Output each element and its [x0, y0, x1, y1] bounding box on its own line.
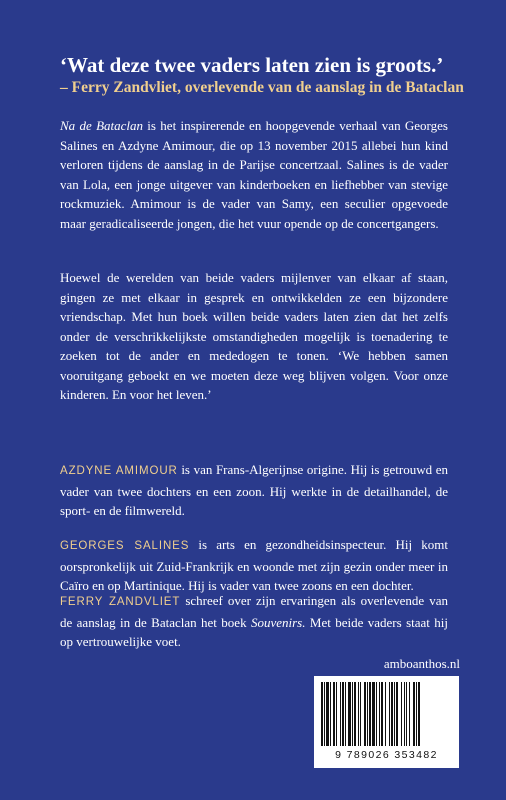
description-paragraph: Hoewel de werelden van beide vaders mijlenver van elkaar af staan, gingen ze met elkaar in gesprek en ontwikkelden ze een bijzondere vriendschap. Met hun boek willen beide vaders laten zien dat het zelfs onder de verschrikkelijkste omstandigheden mogelijk is toenadering te zoeken tot de ander en mededogen te tonen. ‘We hebben samen vooruitgang geboekt en we moeten deze weg blijven volgen. Voor onze kinderen. En voor het leven.’: [60, 270, 448, 402]
barcode-bar: [404, 682, 405, 746]
bio-text-before: schreef over zijn ervaringen als overlevende van de aanslag in de Bataclan het boek: [60, 593, 448, 630]
barcode-bar: [352, 682, 353, 746]
barcode-bar: [381, 682, 383, 746]
intro-text: is het inspirerende en hoopgevende verhaal van Georges Salines en Azdyne Amimour, die op 13 november 2015 allebei hun kind verloren tijdens de aanslag in de Parijse concertzaal. Salines is de vader van Lola, een jonge uitgever van kinderboeken en liefhebber van stevige rockmuziek. Amimour is de vader van Samy, een seculier opgevoede maar geradicaliseerde jongen, die het vuur opende op de concertgangers.: [60, 118, 448, 231]
barcode-bar: [364, 682, 366, 746]
barcode-bar: [324, 682, 325, 746]
bio-zandvliet: [60, 591, 448, 652]
barcode-bar: [418, 682, 420, 746]
author-bio-amimour: [60, 460, 448, 521]
barcode-bar: [372, 682, 375, 746]
barcode-bar: [348, 682, 351, 746]
barcode-bar: [389, 682, 390, 746]
barcode-bar: [416, 682, 417, 746]
barcode-bar: [354, 682, 356, 746]
barcode-bar: [340, 682, 341, 746]
barcode-bar: [367, 682, 368, 746]
barcode-bar: [336, 682, 337, 746]
barcode-bar: [376, 682, 377, 746]
book-souvenirs-title: Souvenirs.: [250, 614, 306, 630]
quote: ‘Wat deze twee vaders laten zien is groots.’: [60, 53, 444, 77]
barcode-bar: [330, 682, 331, 746]
barcode-bar: [406, 682, 407, 746]
barcode-bar: [345, 682, 346, 746]
intro-paragraph: [60, 116, 448, 233]
barcode-bar: [391, 682, 393, 746]
publisher-website: amboanthos.nl: [383, 656, 460, 671]
barcode-bar: [409, 682, 410, 746]
barcode-bar: [358, 682, 359, 746]
barcode-bar: [369, 682, 371, 746]
author-bio-text: is van Frans-Algerijnse origine. Hij is getrouwd en vader van twee dochters en een zoon. Hij werkte in de detailhandel, de sport- en de filmwereld.: [60, 462, 448, 518]
author-name: FERRY ZANDVLIET: [60, 596, 181, 608]
isbn-barcode: [314, 676, 459, 768]
bio-text-after: Met beide vaders staat hij op vertrouwelijke voet.: [60, 614, 448, 649]
barcode-bar: [413, 682, 415, 746]
quote-attribution: – Ferry Zandvliet, overlevende van de aanslag in de Bataclan: [60, 79, 464, 96]
barcode-bar: [379, 682, 380, 746]
isbn-digits: 9 789026 353482: [335, 749, 438, 761]
barcode-bar: [326, 682, 329, 746]
barcode-bar: [396, 682, 398, 746]
barcode-bar: [360, 682, 361, 746]
barcode-bar: [321, 682, 323, 746]
author-name: AZDYNE AMIMOUR: [60, 465, 178, 477]
barcode-bar: [342, 682, 344, 746]
barcode-bar: [401, 682, 402, 746]
author-bio-salines: [60, 535, 448, 596]
book-title: Na de Bataclan: [60, 118, 143, 133]
barcode-bar: [333, 682, 335, 746]
barcode-bar: [394, 682, 395, 746]
author-name: GEORGES SALINES: [60, 540, 190, 552]
barcode-bars: [319, 682, 454, 748]
barcode-bar: [385, 682, 386, 746]
author-bio-text: is arts en gezondheidsinspecteur. Hij komt oorspronkelijk uit Zuid-Frankrijk en woonde met zijn gezin onder meer in Caïro en op Martinique. Hij is vader van twee zoons en een dochter.: [60, 537, 448, 593]
